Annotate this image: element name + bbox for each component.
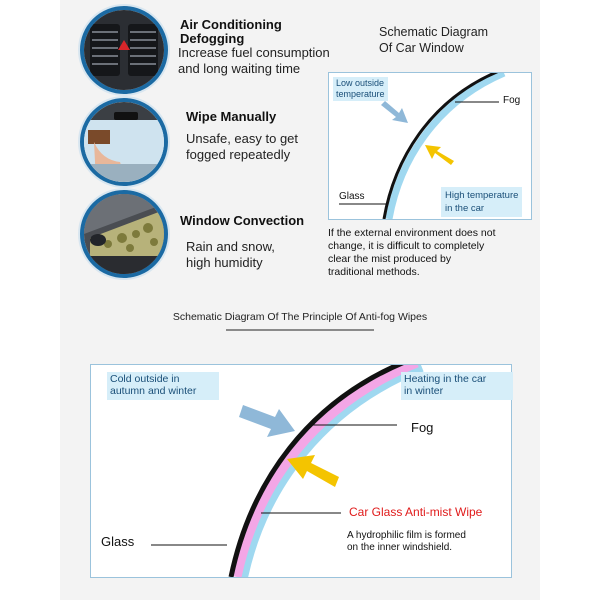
diagram1-glass-label: Glass xyxy=(339,191,365,202)
cold-air-arrow-icon xyxy=(239,405,295,437)
diagram2-box xyxy=(90,364,512,578)
diagram1-box xyxy=(328,72,532,220)
feature-title-ac-line2: Defogging xyxy=(180,31,245,46)
diagram2-inside-line1: Heating in the car xyxy=(404,373,487,385)
feature-title-ac-line1: Air Conditioning xyxy=(180,17,282,32)
diagram2-inside-label xyxy=(401,372,513,400)
diagram2-outside-label xyxy=(107,372,219,400)
heat-arrow-icon xyxy=(425,145,454,165)
feature-desc-convection-line1: Rain and snow, xyxy=(186,239,275,254)
window-convection-photo xyxy=(80,190,168,278)
diagram1-heading xyxy=(379,24,488,56)
cold-arrow-icon xyxy=(381,101,408,123)
diagram1-note-line3: clear the mist produced by xyxy=(328,253,452,265)
diagram2-heading: Schematic Diagram Of The Principle Of Anti-fog Wipes xyxy=(172,311,428,323)
feature-desc-convection-line2: high humidity xyxy=(186,255,263,270)
wipe-manually-photo xyxy=(80,98,168,186)
product-name-label: Car Glass Anti-mist Wipe xyxy=(349,505,483,519)
feature-desc-ac-line2: and long waiting time xyxy=(178,61,301,76)
feature-desc-ac xyxy=(178,45,330,77)
film-description xyxy=(347,530,466,554)
feature-desc-wipe-line2: fogged repeatedly xyxy=(186,147,291,162)
diagram2-fog-label: Fog xyxy=(411,420,434,435)
feature-title-convection: Window Convection xyxy=(180,213,305,228)
diagram1-inside-line2: in the car xyxy=(445,203,485,214)
diagram1-outside-label xyxy=(333,77,388,101)
diagram2-glass-label: Glass xyxy=(101,534,135,549)
diagram1-inside-label xyxy=(441,187,522,217)
diagram1-note-line1: If the external environment does not xyxy=(328,227,496,239)
diagram2-inside-line2: in winter xyxy=(404,385,444,397)
feature-title-wipe: Wipe Manually xyxy=(186,109,277,124)
air-vent-photo xyxy=(80,6,168,94)
diagram1-inside-line1: High temperature xyxy=(445,190,519,201)
diagram1-fog-label: Fog xyxy=(503,95,521,106)
diagram2-outside-line1: Cold outside in xyxy=(110,373,180,385)
diagram1-note xyxy=(328,227,496,279)
feature-desc-wipe-line1: Unsafe, easy to get xyxy=(186,131,299,146)
diagram1-heading-line2: Of Car Window xyxy=(379,41,464,55)
feature-desc-wipe xyxy=(186,131,298,163)
film-description-line2: on the inner windshield. xyxy=(347,542,453,553)
diagram1-heading-line1: Schematic Diagram xyxy=(379,25,489,39)
feature-title-ac xyxy=(180,18,282,46)
diagram1-note-line4: traditional methods. xyxy=(328,266,420,278)
heading-underline xyxy=(226,329,374,331)
feature-desc-convection xyxy=(186,239,275,271)
diagram1-outside-line2: temperature xyxy=(336,89,385,99)
diagram1-outside-line1: Low outside xyxy=(336,78,385,88)
feature-desc-ac-line1: Increase fuel consumption xyxy=(178,45,330,60)
film-description-line1: A hydrophilic film is formed xyxy=(347,530,466,541)
diagram1-note-line2: change, it is difficult to completely xyxy=(328,240,485,252)
diagram2-outside-line2: autumn and winter xyxy=(110,385,197,397)
